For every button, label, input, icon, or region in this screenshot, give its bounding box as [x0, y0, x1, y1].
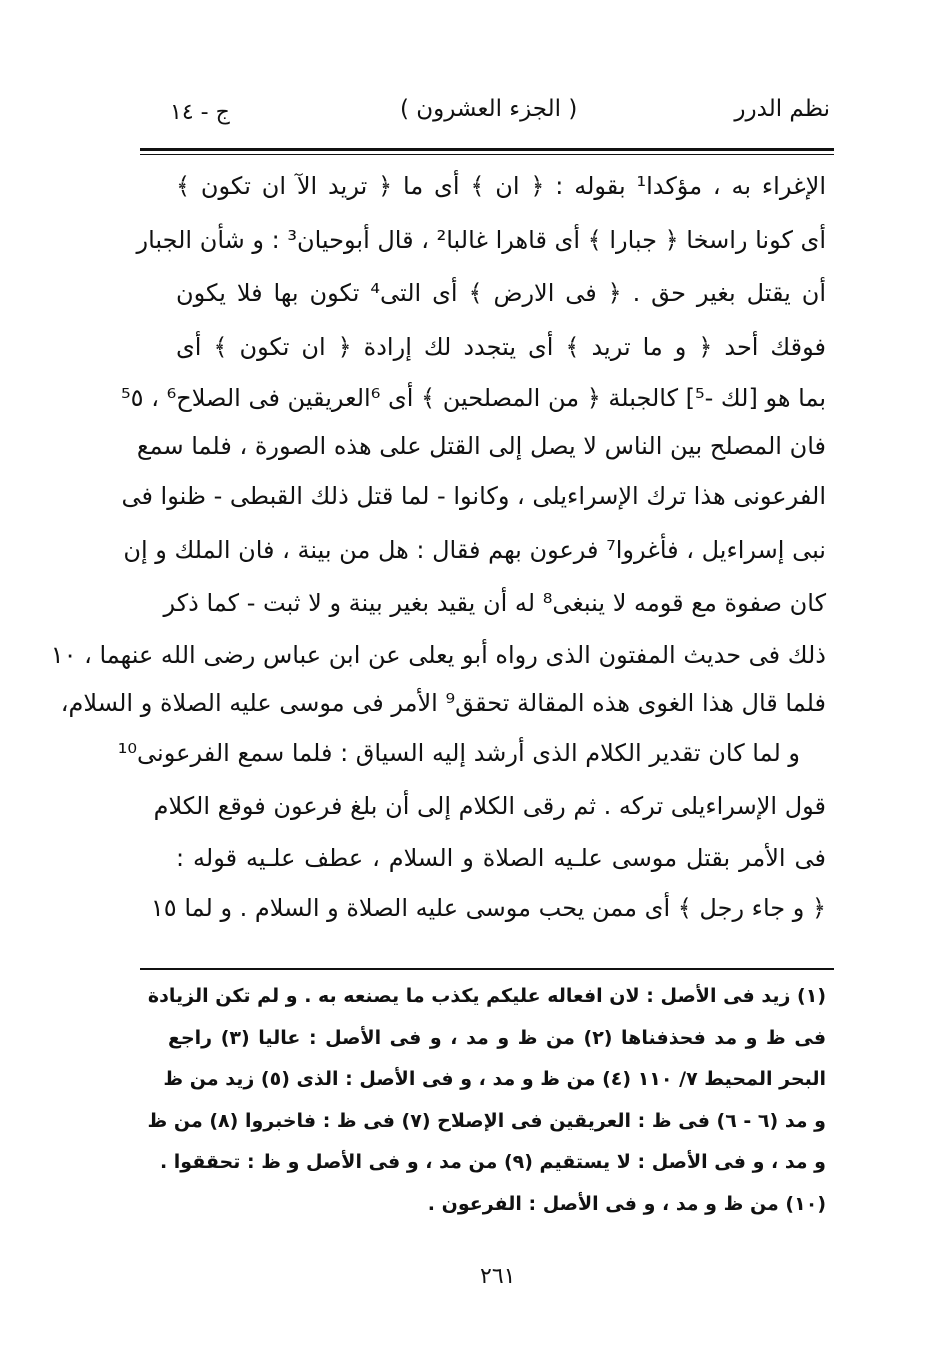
footnote-line: و مد (٦ - ٦) فى ظ : العريقين فى الإصلاح (٧) فى ظ : فاخبروا (٨) من ظ	[147, 1109, 826, 1132]
text-line: ﴿ و جاء رجل ﴾ أى ممن يحب موسى عليه الصلاة و السلام . و لما ١٥	[150, 893, 826, 922]
text-line: كان صفوة مع قومه لا ينبغى⁸ له أن يقيد بغير بينة و لا ثبت - كما ذكر	[163, 589, 826, 617]
book-title: نظم الدرر	[734, 96, 830, 122]
text-line: أى كونا راسخا ﴿ جبارا ﴾ أى قاهرا غالبا² ، قال أبوحيان³ : و شأن الجبار	[136, 225, 826, 254]
part-title: ( الجزء العشرون )	[400, 96, 578, 122]
text-line: أن يقتل بغير حق . ﴿ فى الارض ﴾ أى التى⁴ تكون بها فلا يكون	[176, 279, 826, 307]
text-line: بما هو [لك -⁵] كالجبلة ﴿ من المصلحين ﴾ أى ⁶العريقين فى الصلاح⁶ ، ⁵٥	[121, 384, 826, 412]
footnote-rule	[140, 968, 834, 970]
text-line: ذلك فى حديث المفتون الذى رواه أبو يعلى عن ابن عباس رضى الله عنهما ، ١٠	[50, 640, 826, 669]
volume-number: ج - ١٤	[170, 100, 230, 125]
text-line: الفرعونى هذا ترك الإسراءيلى ، وكانوا - لما قتل ذلك القبطى - ظنوا فى	[121, 482, 826, 510]
footnote-line: (١٠) من ظ و مد ، و فى الأصل : الفرعون .	[427, 1192, 826, 1215]
footnotes	[147, 976, 827, 1225]
footnote-line: فى ظ و مد فحذفناها (٢) من ظ و مد ، و فى الأصل : عاليا (٣) راجع	[168, 1026, 827, 1049]
text-line: قول الإسراءيلى تركه . ثم رقى الكلام إلى أن بلغ فرعون فوقع الكلام	[153, 792, 826, 820]
page-number: ٢٦١	[480, 1264, 516, 1289]
text-line: فان المصلح بين الناس لا يصل إلى القتل على هذه الصورة ، فلما سمع	[136, 432, 826, 460]
header-rule-thin	[140, 154, 834, 155]
text-line: و لما كان تقدير الكلام الذى أرشد إليه السياق : فلما سمع الفرعونى¹⁰	[117, 738, 800, 767]
footnote-line: (١) زيد فى الأصل : لان افعاله عليكم يكذب ما يصنعه به . و لم تكن الزيادة	[147, 985, 826, 1007]
header-rule	[140, 148, 834, 151]
text-line: فلما قال هذا الغوى هذه المقالة تحقق⁹ الأمر فى موسى عليه الصلاة و السلام،	[60, 688, 826, 717]
footnote-line: و مد ، و فى الأصل : لا يستقيم (٩) من مد ، و فى الأصل و ظ : تحققوا .	[159, 1151, 826, 1173]
text-line: نبى إسراءيل ، فأغروا⁷ فرعون بهم فقال : هل من بينة ، فان الملك و إن	[123, 535, 826, 564]
text-line: فوقك أحد ﴿ و ما تريد ﴾ أى يتجدد لك إرادة ﴿ ان تكون ﴾ أى	[176, 332, 826, 361]
running-header	[150, 88, 830, 138]
text-line: فى الأمر بقتل موسى علـيه الصلاة و السلام ، عطف علـيه قوله :	[176, 843, 826, 872]
text-line: الإغراء به ، مؤكدا¹ بقوله : ﴿ ان ﴾ أى ما ﴿ تريد الآ ان تكون ﴾	[176, 172, 826, 200]
footnote-line: البحر المحيط ٧/ ١١٠ (٤) من ظ و مد ، و فى الأصل : الذى (٥) زيد من ظ	[163, 1068, 826, 1090]
main-text	[50, 160, 826, 935]
